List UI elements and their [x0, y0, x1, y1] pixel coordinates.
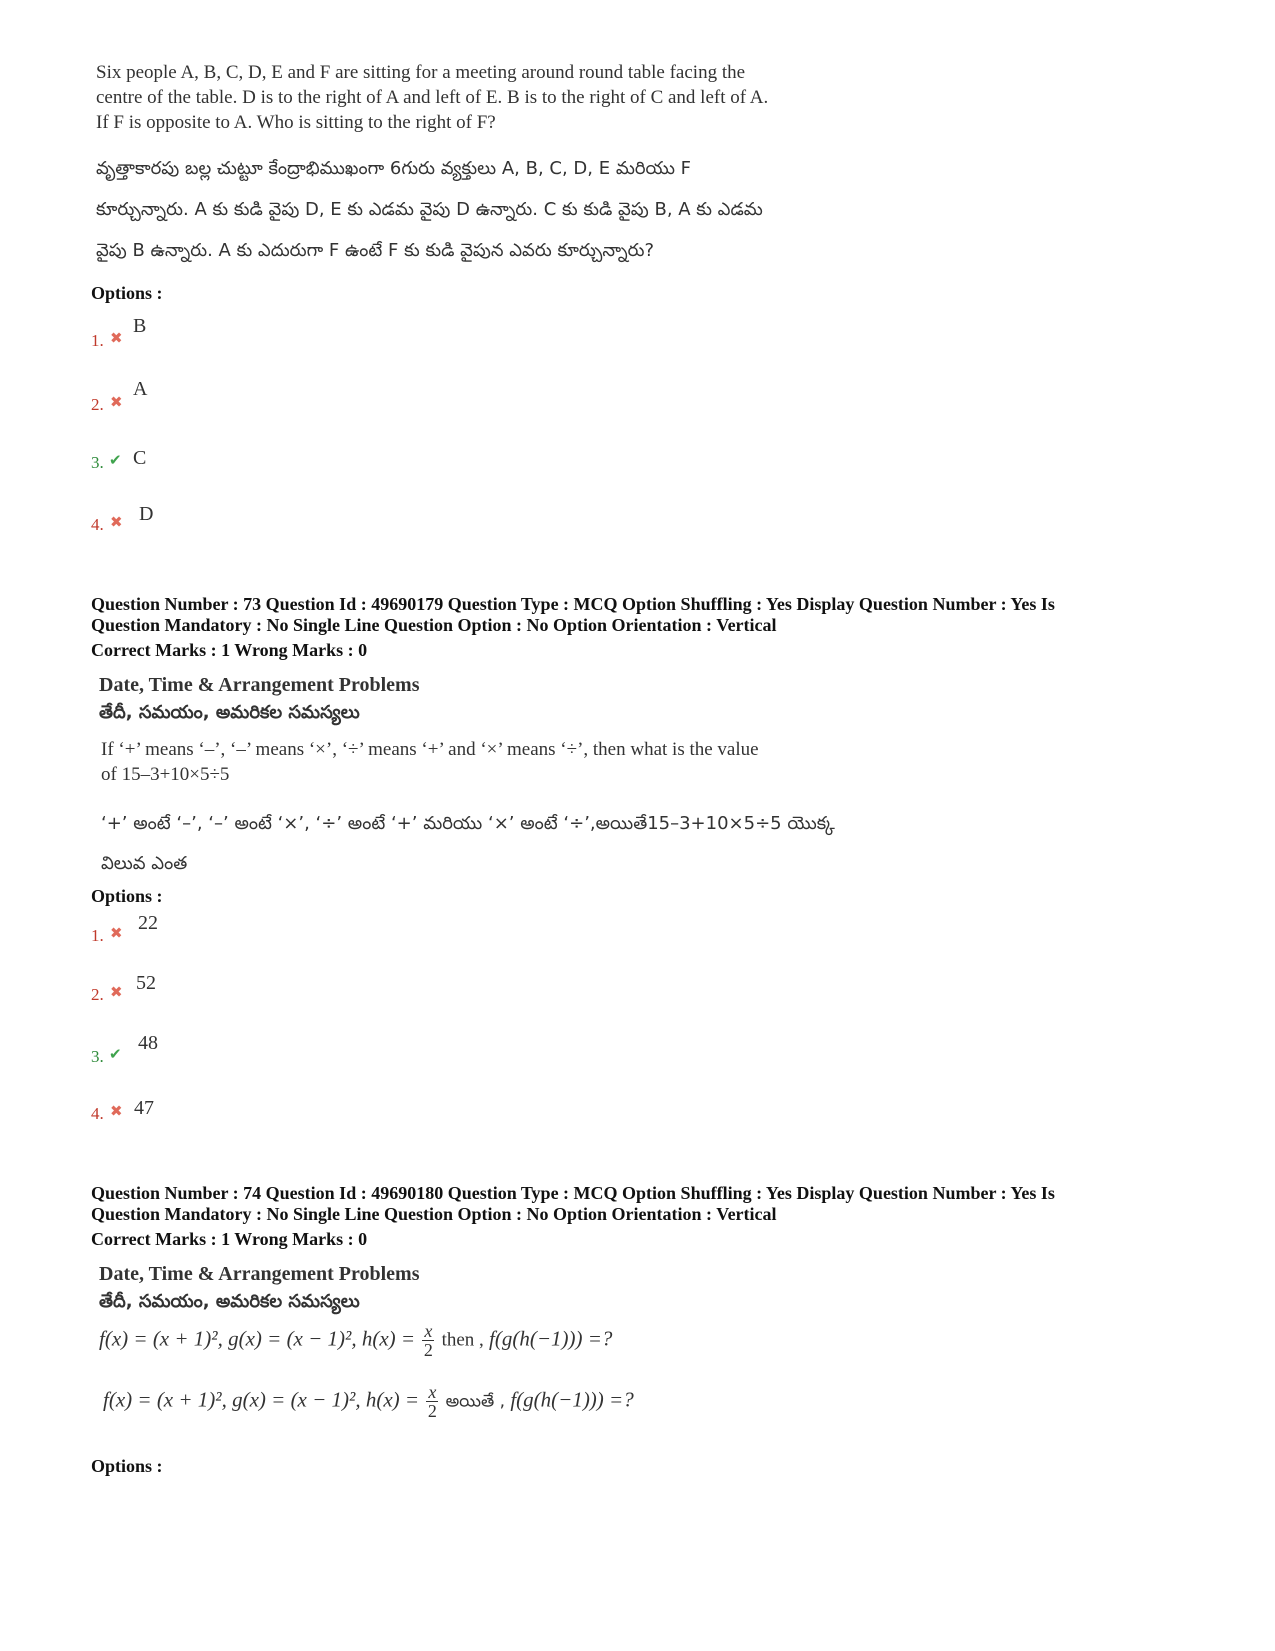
option-text: 52 — [136, 972, 156, 994]
wrong-mark-icon: ✖ — [110, 1102, 123, 1120]
option-text: A — [133, 378, 148, 400]
q73-options-label: Options : — [91, 886, 163, 906]
q72-question-te-line2: కూర్చున్నారు. A కు కుడి వైపు D, E కు ఎడమ వైపు D ఉన్నారు. C కు కుడి వైపు B, A కు ఎడమ — [96, 199, 763, 220]
q73-section-title-te: తేదీ, సమయం, అమరికల సమస్యలు — [99, 702, 360, 723]
q74-section-title-te: తేదీ, సమయం, అమరికల సమస్యలు — [99, 1291, 360, 1312]
wrong-mark-icon: ✖ — [110, 924, 123, 942]
fraction: $\frac{x}{2}$ — [427, 1382, 437, 1421]
option-text: B — [133, 315, 147, 337]
q72-question-en: Six people A, B, C, D, E and F are sitting for a meeting around round table facing the centre of the table. D is to the right of A and left of E. B is to the right of C and left of A. If F is opposite to A. Who is sitting to the right of F? — [96, 62, 769, 133]
q74-section-title-en: Date, Time & Arrangement Problems — [99, 1263, 420, 1285]
q73-question-te-line2: విలువ ఎంత — [101, 853, 188, 874]
option-text: D — [139, 503, 154, 525]
option-text: C — [133, 447, 147, 469]
wrong-mark-icon: ✖ — [110, 393, 123, 411]
option-number: 3. — [91, 1047, 104, 1066]
fraction: $\frac{x}{2}$ — [423, 1321, 433, 1360]
wrong-mark-icon: ✖ — [110, 983, 123, 1001]
option-number: 1. — [91, 926, 104, 945]
q73-question-en: If ‘+’ means ‘–’, ‘–’ means ‘×’, ‘÷’ means ‘+’ and ‘×’ means ‘÷’, then what is the value of 15–3+10×5÷5 — [101, 739, 759, 785]
option-number: 2. — [91, 395, 104, 414]
option-number: 4. — [91, 515, 104, 534]
option-number: 1. — [91, 331, 104, 350]
check-mark-icon: ✔ — [109, 1045, 122, 1063]
option-number: 2. — [91, 985, 104, 1004]
q72-question-te-line3: వైపు B ఉన్నారు. A కు ఎదురుగా F ఉంటే F కు కుడి వైపున ఎవరు కూర్చున్నారు? — [96, 240, 655, 261]
option-text: 22 — [138, 912, 158, 934]
option-text: 47 — [134, 1097, 154, 1119]
q74-marks: Correct Marks : 1 Wrong Marks : 0 — [91, 1229, 368, 1249]
q72-options-label: Options : — [91, 283, 163, 303]
q73-question-te-line1: ‘+’ అంటే ‘–’, ‘–’ అంటే ‘×’, ‘÷’ అంటే ‘+’ మరియు ‘×’ అంటే ‘÷’,అయితే15–3+10×5÷5 యొక్క — [101, 813, 835, 834]
option-number: 3. — [91, 453, 104, 472]
check-mark-icon: ✔ — [109, 451, 122, 469]
q74-equation-en: f(x) = (x + 1)², g(x) = (x − 1)², h(x) = $\frac{x}{2}$ then , f(g(h(−1))) =? — [99, 1321, 613, 1360]
wrong-mark-icon: ✖ — [110, 513, 123, 531]
q74-meta: Question Number : 74 Question Id : 49690180 Question Type : MCQ Option Shuffling : Yes Display Question Number : Yes Is Question Mandatory : No Single Line Question Option : No Option Orientation : Vertical — [91, 1183, 1055, 1224]
q72-question-te-line1: వృత్తాకారపు బల్ల చుట్టూ కేంద్రాభిముఖంగా 6గురు వ్యక్తులు A, B, C, D, E మరియు F — [96, 158, 691, 179]
wrong-mark-icon: ✖ — [110, 329, 123, 347]
option-number: 4. — [91, 1104, 104, 1123]
q74-options-label: Options : — [91, 1456, 163, 1476]
q74-equation-te: f(x) = (x + 1)², g(x) = (x − 1)², h(x) = $\frac{x}{2}$ అయితే , f(g(h(−1))) =? — [103, 1382, 634, 1421]
q73-marks: Correct Marks : 1 Wrong Marks : 0 — [91, 640, 368, 660]
q73-meta: Question Number : 73 Question Id : 49690179 Question Type : MCQ Option Shuffling : Yes Display Question Number : Yes Is Question Mandatory : No Single Line Question Option : No Option Orientation : Vertical — [91, 594, 1055, 635]
q73-section-title-en: Date, Time & Arrangement Problems — [99, 674, 420, 696]
option-text: 48 — [138, 1032, 158, 1054]
